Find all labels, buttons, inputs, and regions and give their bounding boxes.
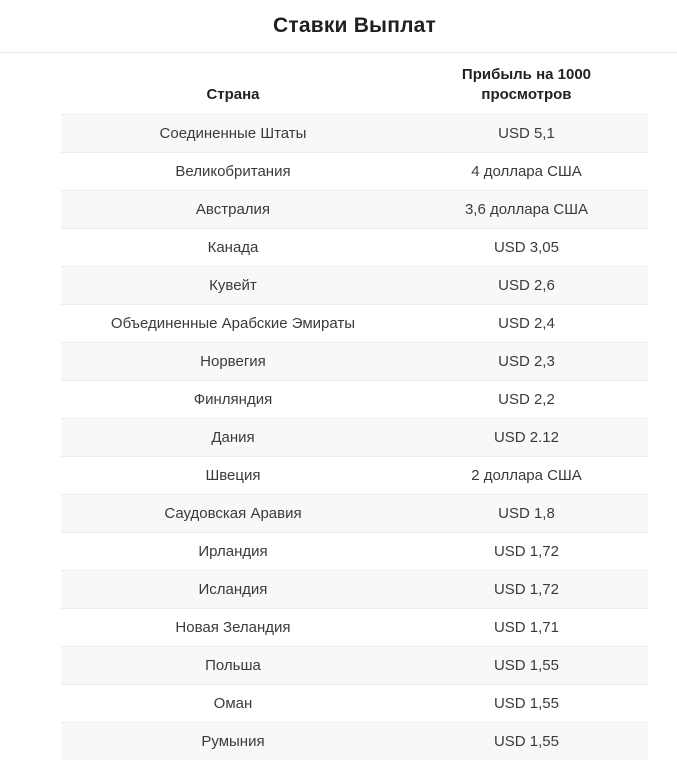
rate-cell: USD 1,72 [493, 581, 559, 598]
rate-cell: USD 2,6 [498, 277, 555, 294]
payout-rates-table [61, 53, 648, 760]
table-row [61, 114, 648, 152]
country-cell: Соединенные Штаты [159, 125, 307, 142]
page-title: Ставки Выплат [273, 14, 436, 37]
rate-cell: 2 доллара США [471, 467, 582, 484]
rate-cell: USD 1,55 [493, 733, 559, 750]
table-header-row [61, 53, 648, 114]
table-row [61, 684, 648, 722]
table-row [61, 608, 648, 646]
table-row [61, 304, 648, 342]
rate-cell: USD 1,55 [493, 695, 559, 712]
rate-cell: USD 2,2 [498, 391, 555, 408]
table-row [61, 494, 648, 532]
country-cell: Норвегия [200, 353, 266, 370]
rate-cell: USD 1,71 [493, 619, 559, 636]
country-cell: Исландия [198, 581, 268, 598]
rate-cell: USD 5,1 [498, 125, 555, 142]
table-row [61, 152, 648, 190]
country-cell: Оман [213, 695, 253, 712]
column-header-rate-label: Прибыль на 1000 просмотров [461, 66, 592, 103]
rate-cell: USD 2,4 [498, 315, 555, 332]
country-cell: Великобритания [175, 163, 291, 180]
column-header-rate [405, 65, 648, 105]
rate-cell: USD 3,05 [493, 239, 559, 256]
rate-cell: USD 1,55 [493, 657, 559, 674]
table-row [61, 456, 648, 494]
table-body [61, 114, 648, 760]
country-cell: Новая Зеландия [175, 619, 291, 636]
country-cell: Объединенные Арабские Эмираты [110, 315, 356, 332]
country-cell: Кувейт [209, 277, 257, 294]
rate-cell: USD 1,8 [498, 505, 555, 522]
table-row [61, 418, 648, 456]
table-row [61, 646, 648, 684]
table-row [61, 380, 648, 418]
table-row [61, 722, 648, 760]
country-cell: Канада [207, 239, 259, 256]
table-row [61, 532, 648, 570]
title-bar [0, 0, 677, 53]
rate-cell: USD 1,72 [493, 543, 559, 560]
table-row [61, 190, 648, 228]
country-cell: Швеция [205, 467, 261, 484]
table-row [61, 342, 648, 380]
table-row [61, 266, 648, 304]
country-cell: Румыния [201, 733, 265, 750]
rate-cell: USD 2,3 [498, 353, 555, 370]
column-header-country [61, 85, 405, 105]
table-row [61, 228, 648, 266]
rate-cell: USD 2.12 [493, 429, 559, 446]
country-cell: Саудовская Аравия [164, 505, 302, 522]
country-cell: Австралия [195, 201, 271, 218]
rate-cell: 3,6 доллара США [464, 201, 589, 218]
column-header-country-label: Страна [206, 86, 260, 103]
country-cell: Ирландия [198, 543, 268, 560]
table-row [61, 570, 648, 608]
country-cell: Финляндия [193, 391, 273, 408]
country-cell: Польша [205, 657, 261, 674]
country-cell: Дания [211, 429, 255, 446]
rate-cell: 4 доллара США [471, 163, 582, 180]
